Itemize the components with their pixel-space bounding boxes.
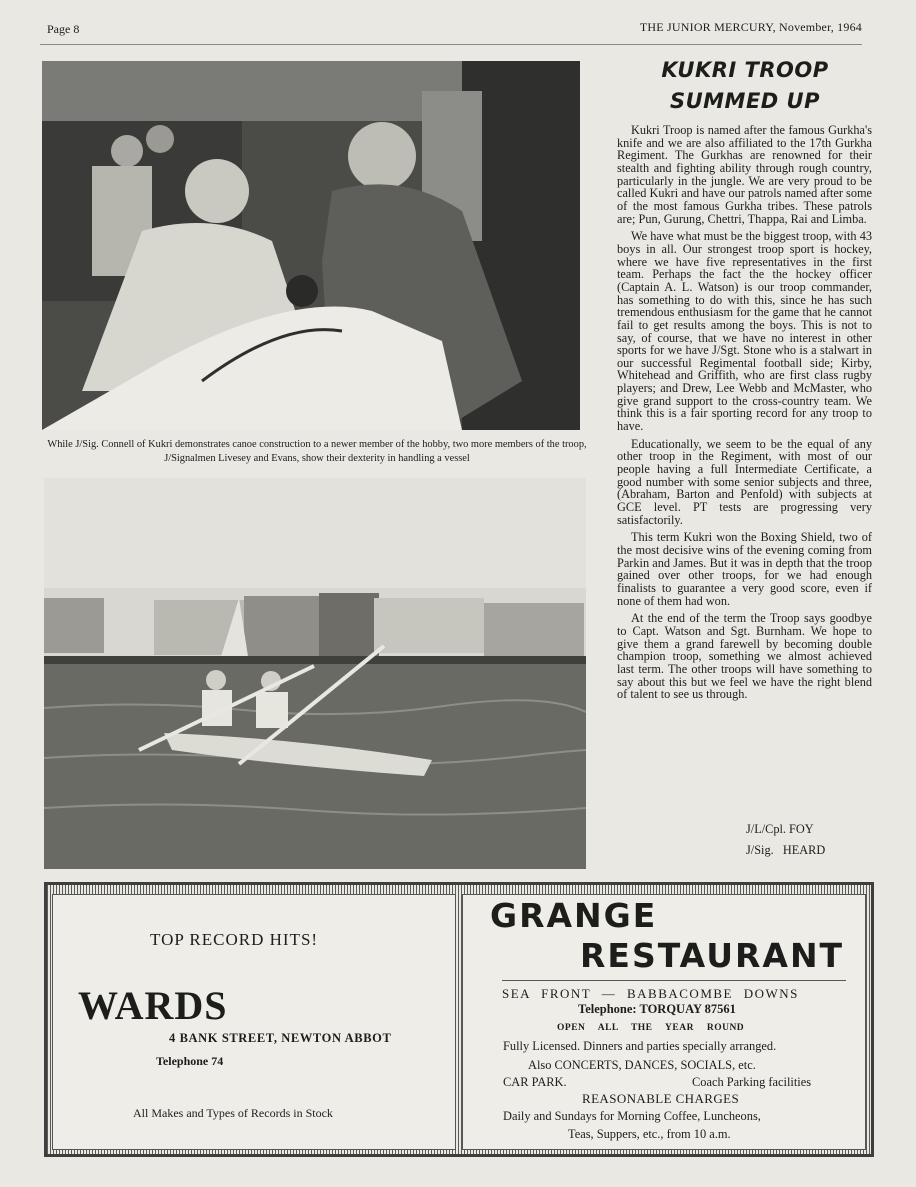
article-paragraph: This term Kukri won the Boxing Shield, two of the most decisive wins of the evening coming from Parkin and James. But it was in depth that the troop gained over other troops, for we had enough finalists to guarantee a very good score, even if none of them had won. — [617, 530, 872, 608]
author-signature-2: J/Sig. HEARD — [746, 843, 826, 857]
grange-charges: REASONABLE CHARGES — [582, 1091, 740, 1106]
photo-caption: While J/Sig. Connell of Kukri demonstrates canoe construction to a newer member of the hobby, two more members of the troop, J/Signalmen Livesey and Evans, show their dexterity in handling a vessel — [47, 439, 587, 464]
restaurant-title: RESTAURANT — [580, 936, 845, 975]
article-paragraph: Kukri Troop is named after the famous Gurkha's knife and we are also affiliated to the 17th Gurkha Regiment. The Gurkhas are renowned for their stealth and fighting ability through rough country, particularly in the jungle. We are very proud to be called Kukri and have our patrols named after some of the most famous Gurkha tribes. These patrols are; Pun, Gurung, Chettri, Thappa, Rai and Limba. — [617, 123, 872, 226]
article-headline — [620, 55, 870, 117]
grange-licensed: Fully Licensed. Dinners and parties specially arranged. — [503, 1039, 777, 1053]
wards-address: 4 BANK STREET, NEWTON ABBOT — [169, 1031, 392, 1045]
grange-opening: OPEN ALL THE YEAR ROUND — [557, 1023, 745, 1033]
header-rule — [40, 44, 862, 45]
canoeing-photo — [44, 588, 586, 869]
headline-line-1: KUKRI TROOP — [661, 58, 829, 82]
article-paragraph: Educationally, we seem to be the equal of any other troop in the Regiment, with most of our people having a full Intermediate Certificate, a good number with some senior subjects and three, (Abraham, Barton and Penfold) with subjects at GCE level. PT tests are progressing very satisfactorily. — [617, 436, 872, 527]
article-paragraph: At the end of the term the Troop says goodbye to Capt. Watson and Sgt. Burnham. We hope to give them a grand farewell by becoming double champion troop, something we almost achieved last term. The other troops will have something to say about this but we feel we have the right blend of talent to see us through. — [617, 611, 872, 702]
grange-concerts: Also CONCERTS, DANCES, SOCIALS, etc. — [528, 1058, 756, 1072]
wards-name: WARDS — [78, 983, 228, 1028]
grange-title: GRANGE — [490, 896, 658, 935]
author-signature-1: J/L/Cpl. FOY — [746, 822, 814, 836]
canoe-construction-photo — [42, 61, 580, 430]
headline-line-2: SUMMED UP — [669, 89, 820, 113]
publication-title: THE JUNIOR MERCURY, November, 1964 — [639, 20, 862, 34]
grange-teas: Teas, Suppers, etc., from 10 a.m. — [568, 1127, 731, 1141]
grange-coach-parking: Coach Parking facilities — [692, 1075, 812, 1089]
wards-telephone: Telephone 74 — [156, 1054, 224, 1068]
grange-telephone: Telephone: TORQUAY 87561 — [578, 1002, 736, 1016]
grange-daily: Daily and Sundays for Morning Coffee, Luncheons, — [503, 1109, 761, 1123]
article-body — [617, 124, 872, 706]
grange-location: SEA FRONT — BABBACOMBE DOWNS — [502, 986, 799, 1001]
wards-tagline: TOP RECORD HITS! — [150, 930, 319, 949]
page-number: Page 8 — [47, 22, 80, 36]
article-paragraph: We have what must be the biggest troop, with 43 boys in all. Our strongest troop sport is hockey, where we have five representatives in the first team. Perhaps the fact the the hockey officer (Captain A. L. Watson) is our troop commander, has something to do with this, since he has such tremendous enthusiasm for the game that he cannot fail to get results among the boys. This is not to say, of course, that we have no interest in other sports for we have J/Sgt. Stone who is a stalwart in our successful Regimental football side; Kirby, Whitehead and Griffith, who are first class rugby players; and Drew, Lee Webb and McMaster, who give grand support to the cross-country team. We think this is a fair sporting record for any troop to have. — [617, 229, 872, 434]
grange-rule — [502, 980, 846, 981]
grange-car-park: CAR PARK. — [503, 1075, 567, 1089]
sky-area — [44, 478, 586, 590]
wards-stock: All Makes and Types of Records in Stock — [133, 1106, 333, 1120]
